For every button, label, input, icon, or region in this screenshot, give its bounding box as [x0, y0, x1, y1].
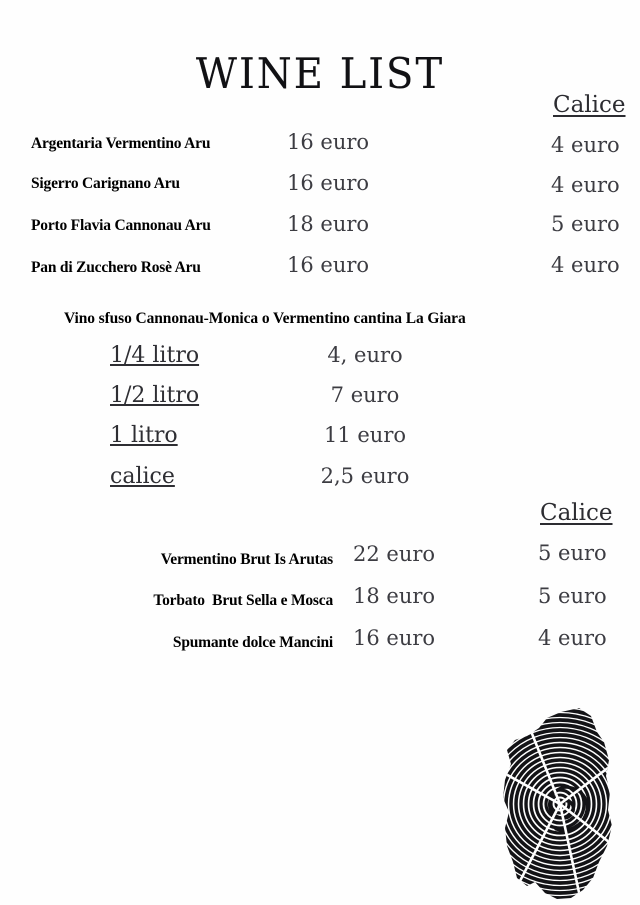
bottle-price: 16 euro: [353, 626, 436, 650]
bottle-price: 16 euro: [287, 130, 370, 154]
sfuso-price: 2,5 euro: [320, 464, 410, 488]
sfuso-price: 7 euro: [330, 383, 400, 407]
bottle-price: 16 euro: [287, 253, 370, 277]
calice-column-header-bottles: Calice: [553, 92, 626, 118]
sardinia-fingerprint-icon: [487, 706, 637, 901]
sfuso-measure: 1/4 litro: [110, 343, 200, 368]
wine-name: Vermentino Brut Is Arutas: [160, 551, 333, 568]
calice-column-header-sparkling: Calice: [540, 500, 613, 526]
glass-price: 5 euro: [538, 541, 607, 565]
wine-name: Spumante dolce Mancini: [172, 634, 333, 651]
sfuso-measure: 1 litro: [110, 423, 178, 448]
sfuso-section-heading: Vino sfuso Cannonau-Monica o Vermentino cantina La Giara: [64, 310, 466, 327]
wine-name: Argentaria Vermentino Aru: [31, 135, 211, 152]
wine-name: Porto Flavia Cannonau Aru: [31, 217, 211, 234]
sfuso-price: 4, euro: [327, 343, 403, 367]
wine-name: Torbato Brut Sella e Mosca: [153, 592, 333, 609]
wine-name: Pan di Zucchero Rosè Aru: [31, 259, 201, 276]
bottle-price: 22 euro: [353, 542, 436, 566]
glass-price: 4 euro: [551, 173, 620, 197]
sfuso-price: 11 euro: [323, 423, 407, 447]
bottle-price: 18 euro: [353, 584, 436, 608]
page-title: WINE LIST: [195, 50, 445, 99]
glass-price: 4 euro: [551, 253, 620, 277]
wine-name: Sigerro Carignano Aru: [31, 175, 180, 192]
glass-price: 4 euro: [551, 133, 620, 157]
glass-price: 4 euro: [538, 626, 607, 650]
sfuso-measure: calice: [110, 464, 175, 489]
sfuso-measure: 1/2 litro: [110, 383, 200, 408]
glass-price: 5 euro: [551, 212, 620, 236]
glass-price: 5 euro: [538, 584, 607, 608]
bottle-price: 16 euro: [287, 171, 370, 195]
bottle-price: 18 euro: [287, 212, 370, 236]
